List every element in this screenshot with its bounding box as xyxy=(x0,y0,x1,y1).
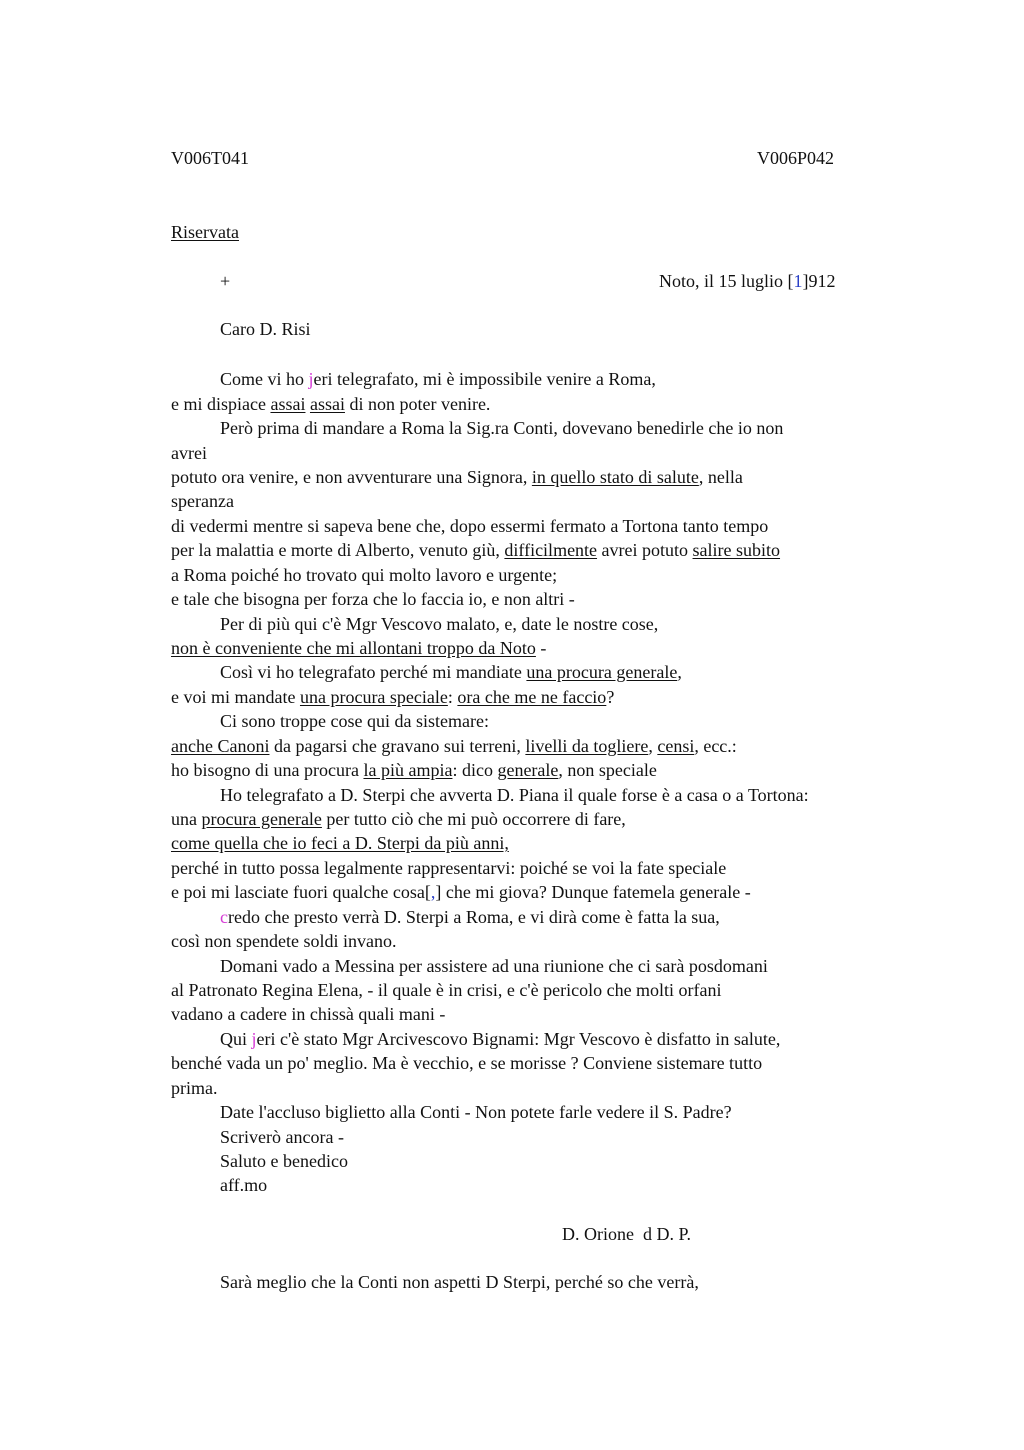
body-line: Scriverò ancora - xyxy=(220,1127,344,1147)
body-line: Come vi ho jeri telegrafato, mi è impossibile venire a Roma, xyxy=(220,369,656,389)
body-line: Ci sono troppe cose qui da sistemare: xyxy=(220,711,489,731)
body-line: e mi dispiace assai assai di non poter venire. xyxy=(171,394,491,414)
body-line: speranza xyxy=(171,491,234,511)
body-line: e tale che bisogna per forza che lo faccia io, e non altri - xyxy=(171,589,575,609)
body-line: una procura generale per tutto ciò che mi può occorrere di fare, xyxy=(171,809,626,829)
body-line: Saluto e benedico xyxy=(220,1151,348,1171)
body-line: Per di più qui c'è Mgr Vescovo malato, e, date le nostre cose, xyxy=(220,614,659,634)
document-code-left: V006T041 xyxy=(171,148,249,168)
postscript: Sarà meglio che la Conti non aspetti D Sterpi, perché so che verrà, xyxy=(220,1272,699,1292)
body-line: come quella che io feci a D. Sterpi da più anni, xyxy=(171,833,509,853)
body-line: anche Canoni da pagarsi che gravano sui terreni, livelli da togliere, censi, ecc.: xyxy=(171,736,737,756)
body-line: di vedermi mentre si sapeva bene che, dopo essermi fermato a Tortona tanto tempo xyxy=(171,516,769,536)
body-line: Così vi ho telegrafato perché mi mandiate una procura generale, xyxy=(220,662,682,682)
body-line: Però prima di mandare a Roma la Sig.ra Conti, dovevano benedirle che io non xyxy=(220,418,784,438)
place-date: Noto, il 15 luglio [1]912 xyxy=(659,271,836,291)
body-line: prima. xyxy=(171,1078,218,1098)
confidential-label: Riservata xyxy=(171,222,239,242)
body-line: al Patronato Regina Elena, - il quale è in crisi, e c'è pericolo che molti orfani xyxy=(171,980,722,1000)
body-line: e voi mi mandate una procura speciale: ora che me ne faccio? xyxy=(171,687,615,707)
signature: D. Orione d D. P. xyxy=(562,1224,691,1244)
body-line: Qui jeri c'è stato Mgr Arcivescovo Bignami: Mgr Vescovo è disfatto in salute, xyxy=(220,1029,781,1049)
cross-mark: + xyxy=(220,271,231,291)
salutation: Caro D. Risi xyxy=(220,319,311,339)
body-line: avrei xyxy=(171,443,207,463)
body-line: Date l'accluso biglietto alla Conti - Non potete farle vedere il S. Padre? xyxy=(220,1102,732,1122)
body-line: per la malattia e morte di Alberto, venuto giù, difficilmente avrei potuto salire subito xyxy=(171,540,781,560)
body-line: non è conveniente che mi allontani troppo da Noto - xyxy=(171,638,547,658)
body-line: così non spendete soldi invano. xyxy=(171,931,397,951)
body-line: ho bisogno di una procura la più ampia: dico generale, non speciale xyxy=(171,760,657,780)
body-line: benché vada un po' meglio. Ma è vecchio, e se morisse ? Conviene sistemare tutto xyxy=(171,1053,763,1073)
body-line: Domani vado a Messina per assistere ad una riunione che ci sarà posdomani xyxy=(220,956,768,976)
body-line: aff.mo xyxy=(220,1175,268,1195)
body-line: vadano a cadere in chissà quali mani - xyxy=(171,1004,446,1024)
body-line: Ho telegrafato a D. Sterpi che avverta D. Piana il quale forse è a casa o a Tortona: xyxy=(220,785,809,805)
body-line: perché in tutto possa legalmente rappresentarvi: poiché se voi la fate speciale xyxy=(171,858,727,878)
body-line: credo che presto verrà D. Sterpi a Roma, e vi dirà come è fatta la sua, xyxy=(220,907,720,927)
body-line: a Roma poiché ho trovato qui molto lavoro e urgente; xyxy=(171,565,558,585)
body-line: e poi mi lasciate fuori qualche cosa[,] che mi giova? Dunque fatemela generale - xyxy=(171,882,751,902)
body-line: potuto ora venire, e non avventurare una Signora, in quello stato di salute, nella xyxy=(171,467,743,487)
document-code-right: V006P042 xyxy=(757,148,835,168)
